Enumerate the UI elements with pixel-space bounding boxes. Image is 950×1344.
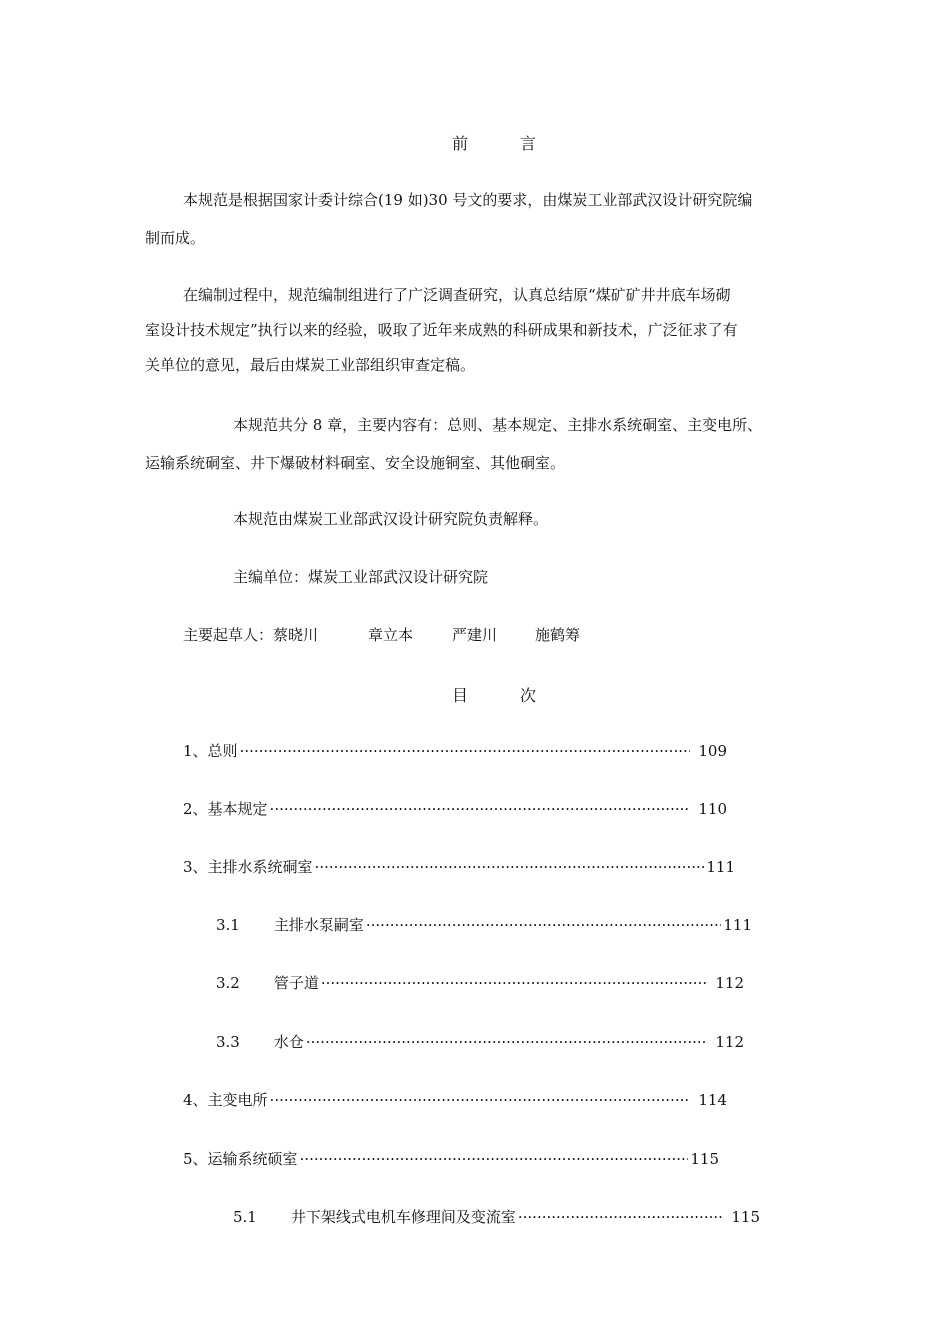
paragraph-2-line-2: 室设计技术规定”执行以来的经验，吸取了近年来成熟的科研成果和新技术，广泛征求了有 [145, 321, 738, 339]
toc-entry-page: 109 [698, 742, 727, 760]
toc-entry[interactable] [183, 740, 727, 762]
toc-title-left: 目 [452, 686, 469, 705]
toc-section-number: 5.1 [233, 1208, 257, 1226]
toc-entry-page: 111 [723, 916, 752, 934]
toc-sub-entry[interactable] [216, 1031, 744, 1053]
toc-entry-label: 井下架线式电机车修理间及变流室 [290, 1208, 516, 1226]
toc-entry-page: 115 [731, 1208, 760, 1226]
toc-sub-entry[interactable] [216, 914, 752, 936]
toc-entry-label: 3、主排水系统硐室 [183, 858, 313, 876]
editor-unit: 主编单位：煤炭工业部武汉设计研究院 [233, 568, 489, 586]
toc-entry[interactable] [183, 1089, 727, 1111]
foreword-title-left: 前 [452, 134, 469, 153]
paragraph-2-line-3: 关单位的意见，最后由煤炭工业部组织审查定稿。 [145, 356, 476, 374]
drafter-name: 章立本 [368, 626, 414, 644]
toc-entry-page: 112 [715, 974, 744, 992]
paragraph-3-line-1: 本规范共分 8 章，主要内容有：总则、基本规定、主排水系统硐室、主变电所、 [233, 416, 763, 434]
toc-entry[interactable] [183, 856, 735, 878]
paragraph-2-line-1: 在编制过程中，规范编制组进行了广泛调查研究，认真总结原“煤矿矿井井底车场砌 [183, 286, 731, 304]
toc-entry-label: 主排水泵嗣室 [273, 916, 364, 934]
toc-leader-dots [240, 742, 691, 760]
paragraph-4: 本规范由煤炭工业部武汉设计研究院负责解释。 [233, 510, 549, 528]
toc-leader-dots [315, 858, 705, 876]
toc-leader-dots [300, 1150, 689, 1168]
paragraph-3-line-2: 运输系统硐室、井下爆破材料硐室、安全设施铜室、其他硐室。 [145, 454, 566, 472]
paragraph-1-line-1: 本规范是根据国家计委计综合(19 如)30 号文的要求，由煤炭工业部武汉设计研究院编 [183, 191, 753, 209]
toc-entry-page: 114 [698, 1091, 727, 1109]
toc-entry-label: 2、基本规定 [183, 800, 268, 818]
toc-section-number: 3.3 [216, 1033, 240, 1051]
toc-entry[interactable] [183, 1148, 719, 1170]
drafters-label: 主要起草人：蔡晓川 [183, 626, 319, 644]
drafter-name: 施鹤筹 [535, 626, 581, 644]
paragraph-1-line-2: 制而成。 [145, 229, 206, 247]
toc-entry-label: 水仓 [273, 1033, 304, 1051]
toc-entry-label: 4、主变电所 [183, 1091, 268, 1109]
toc-entry-page: 112 [715, 1033, 744, 1051]
toc-section-number: 3.2 [216, 974, 240, 992]
toc-entry-label: 管子道 [273, 974, 319, 992]
toc-entry-page: 110 [698, 800, 727, 818]
toc-entry-label: 1、总则 [183, 742, 238, 760]
toc-title-right: 次 [520, 686, 537, 705]
toc-entry[interactable] [183, 798, 727, 820]
toc-sub-entry[interactable] [216, 972, 744, 994]
toc-leader-dots [366, 916, 721, 934]
toc-leader-dots [270, 1091, 691, 1109]
toc-leader-dots [518, 1208, 723, 1226]
foreword-title-right: 言 [520, 134, 537, 153]
toc-entry-page: 111 [706, 858, 735, 876]
toc-section-number: 3.1 [216, 916, 240, 934]
toc-entry-page: 115 [690, 1150, 719, 1168]
toc-leader-dots [306, 1033, 707, 1051]
toc-leader-dots [321, 974, 707, 992]
toc-sub-entry[interactable] [233, 1206, 760, 1228]
drafter-name: 严建川 [452, 626, 498, 644]
toc-entry-label: 5、运输系统硕室 [183, 1150, 298, 1168]
toc-leader-dots [270, 800, 691, 818]
